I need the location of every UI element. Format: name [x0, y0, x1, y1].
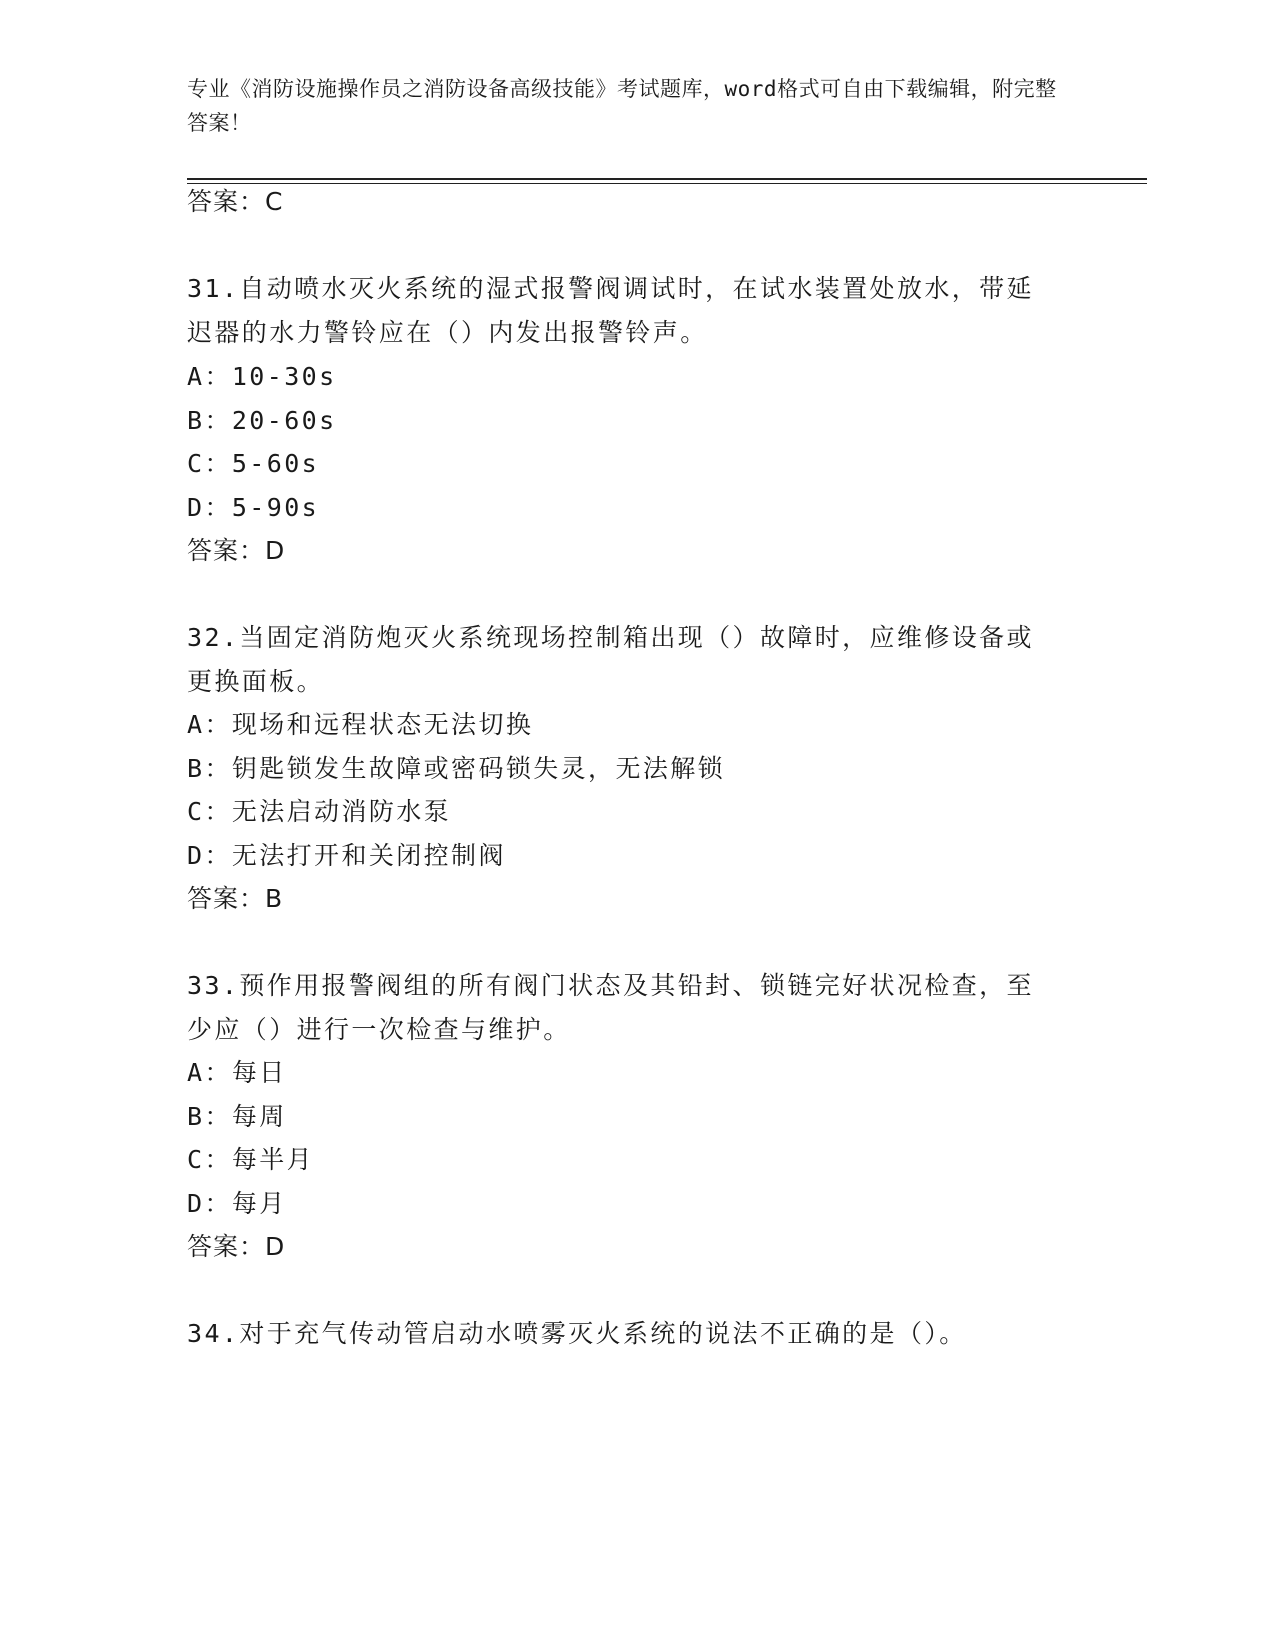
previous-answer: 答案：C [187, 187, 284, 216]
question-31-option-c: C：5-60s [187, 449, 320, 478]
question-33-option-d: D：每月 [187, 1189, 287, 1218]
question-32-option-a: A：现场和远程状态无法切换 [187, 710, 534, 739]
question-32-option-b: B：钥匙锁发生故障或密码锁失灵，无法解锁 [187, 754, 726, 783]
question-33-answer: 答案：D [187, 1232, 286, 1261]
question-32-stem-line-1: 32.当固定消防炮灭火系统现场控制箱出现（）故障时，应维修设备或 [187, 623, 1034, 652]
question-31-option-b: B：20-60s [187, 406, 337, 435]
question-31-answer: 答案：D [187, 536, 286, 565]
question-31-stem-line-1: 31.自动喷水灭火系统的湿式报警阀调试时，在试水装置处放水，带延 [187, 274, 1034, 303]
page-header-text: 专业《消防设施操作员之消防设备高级技能》考试题库，word格式可自由下载编辑，附完整答案！ [187, 77, 1057, 135]
question-33-option-a: A：每日 [187, 1058, 287, 1087]
question-33-stem-line-1: 33.预作用报警阀组的所有阀门状态及其铅封、锁链完好状况检查，至 [187, 971, 1034, 1000]
header-divider-thick [187, 178, 1147, 180]
question-31-option-a: A：10-30s [187, 362, 337, 391]
question-31-option-d: D：5-90s [187, 493, 320, 522]
question-33-option-b: B：每周 [187, 1102, 287, 1131]
question-31-stem-line-2: 迟器的水力警铃应在（）内发出报警铃声。 [187, 318, 708, 347]
question-32-answer: 答案：B [187, 884, 284, 913]
question-32-option-c: C：无法启动消防水泵 [187, 797, 452, 826]
question-32-stem-line-2: 更换面板。 [187, 667, 325, 696]
header-divider-thin [187, 183, 1147, 184]
question-34-stem-line-1: 34.对于充气传动管启动水喷雾灭火系统的说法不正确的是（）。 [187, 1319, 967, 1348]
question-33-stem-line-2: 少应（）进行一次检查与维护。 [187, 1015, 571, 1044]
question-32-option-d: D：无法打开和关闭控制阀 [187, 841, 506, 870]
question-33-option-c: C：每半月 [187, 1145, 315, 1174]
